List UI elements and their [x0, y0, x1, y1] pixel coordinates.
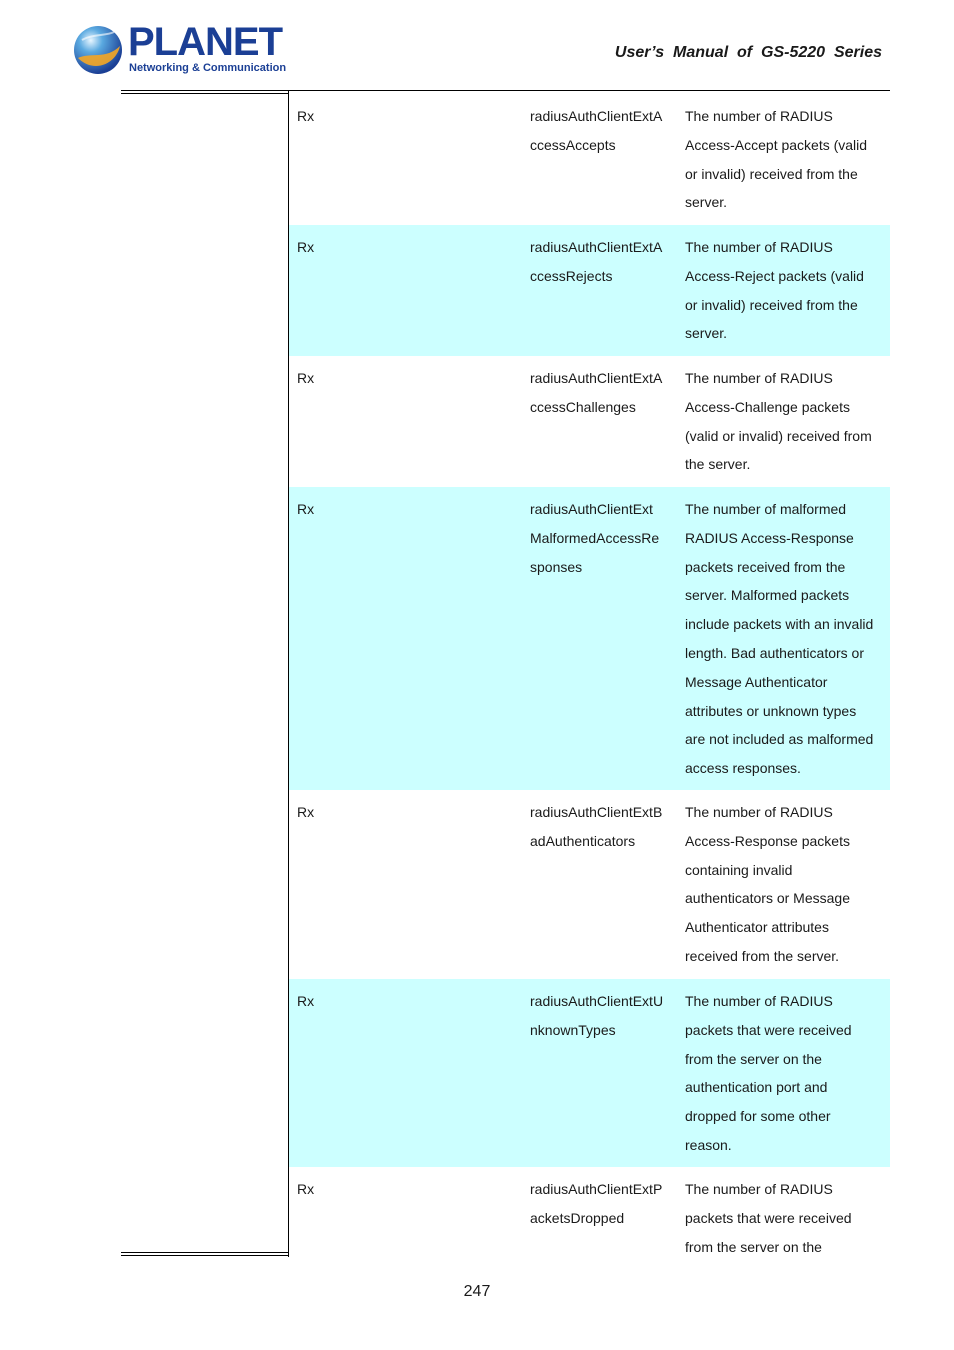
description-line: Message Authenticator: [685, 673, 828, 690]
footer-rule: [121, 1252, 289, 1253]
description-line: length. Bad authenticators or: [685, 644, 865, 661]
description-line: containing invalid: [685, 861, 793, 878]
description-line: The number of RADIUS: [685, 239, 833, 255]
table-row: [289, 1167, 890, 1257]
object-line: adAuthenticators: [530, 832, 636, 849]
page-number: 247: [463, 1283, 491, 1300]
table-row: [289, 979, 890, 1167]
object-cell: [530, 1175, 675, 1233]
object-line: radiusAuthClientExt: [530, 501, 653, 517]
globe-icon: [72, 24, 124, 76]
direction-cell: Rx: [297, 108, 315, 124]
table-row: [289, 790, 890, 979]
direction-cell: Rx: [297, 370, 315, 386]
description-line: include packets with an invalid: [685, 616, 874, 633]
description-line: Access-Response packets: [685, 832, 850, 849]
description-line: RADIUS Access-Response: [685, 529, 854, 546]
object-cell: [530, 987, 675, 1045]
description-line: packets received from the: [685, 558, 846, 575]
description-line: from the server on the: [685, 1238, 822, 1255]
counter-table: [289, 94, 890, 1257]
description-cell: [685, 233, 885, 348]
description-line: authenticators or Message: [685, 890, 850, 907]
logo-tagline: Networking & Communication: [129, 62, 287, 74]
description-line: from the server on the: [685, 1050, 822, 1067]
table-row: [289, 356, 890, 487]
direction-cell: Rx: [297, 239, 315, 255]
description-line: access responses.: [685, 760, 801, 777]
description-cell: [685, 798, 885, 971]
object-line: MalformedAccessRe: [530, 529, 660, 546]
logo-wordmark: PLANET: [128, 20, 282, 64]
object-line: ccessAccepts: [530, 136, 616, 153]
object-line: nknownTypes: [530, 1021, 616, 1038]
object-line: ccessRejects: [530, 267, 613, 284]
object-line: radiusAuthClientExtA: [530, 108, 663, 124]
object-cell: [530, 233, 675, 291]
description-line: are not included as malformed: [685, 731, 874, 748]
description-line: server.: [685, 325, 728, 342]
description-cell: [685, 987, 885, 1160]
description-line: Authenticator attributes: [685, 919, 829, 936]
description-line: Access-Reject packets (valid: [685, 267, 864, 284]
object-cell: [530, 798, 675, 856]
description-line: packets that were received: [685, 1021, 852, 1038]
description-line: The number of RADIUS: [685, 993, 833, 1009]
object-line: radiusAuthClientExtA: [530, 239, 663, 255]
direction-cell: Rx: [297, 804, 315, 820]
description-line: Access-Accept packets (valid: [685, 136, 868, 153]
description-line: reason.: [685, 1136, 732, 1153]
description-cell: [685, 495, 885, 783]
direction-cell: Rx: [297, 1181, 315, 1197]
object-line: acketsDropped: [530, 1209, 625, 1226]
description-line: (valid or invalid) received from: [685, 427, 872, 444]
header-rule-double: [121, 93, 289, 94]
object-line: sponses: [530, 558, 583, 575]
description-line: dropped for some other: [685, 1108, 831, 1125]
direction-cell: Rx: [297, 501, 315, 517]
description-line: The number of malformed: [685, 501, 847, 517]
description-cell: [685, 102, 885, 217]
description-line: attributes or unknown types: [685, 702, 857, 719]
description-line: received from the server.: [685, 947, 840, 964]
description-line: server. Malformed packets: [685, 587, 850, 604]
description-line: packets that were received: [685, 1209, 852, 1226]
description-line: or invalid) received from the: [685, 165, 858, 182]
description-line: The number of RADIUS: [685, 108, 833, 124]
planet-logo: [72, 20, 287, 78]
object-cell: [530, 102, 675, 160]
object-line: radiusAuthClientExtB: [530, 804, 663, 820]
manual-title: User’s Manual of GS-5220 Series: [614, 44, 882, 61]
footer-rule-double: [121, 1255, 289, 1256]
table-row: [289, 225, 890, 356]
description-line: authentication port and: [685, 1079, 828, 1096]
object-line: ccessChallenges: [530, 398, 636, 415]
direction-cell: Rx: [297, 993, 315, 1009]
description-line: the server.: [685, 456, 751, 473]
object-cell: [530, 495, 675, 581]
description-line: or invalid) received from the: [685, 296, 858, 313]
header-rule: [121, 90, 890, 91]
description-cell: [685, 364, 885, 479]
table-row: [289, 94, 890, 225]
description-line: The number of RADIUS: [685, 804, 833, 820]
object-line: radiusAuthClientExtP: [530, 1181, 663, 1197]
object-line: radiusAuthClientExtA: [530, 370, 663, 386]
table-row: [289, 487, 890, 790]
object-line: radiusAuthClientExtU: [530, 993, 664, 1009]
description-line: server.: [685, 194, 728, 211]
description-line: The number of RADIUS: [685, 1181, 833, 1197]
description-line: Access-Challenge packets: [685, 398, 850, 415]
object-cell: [530, 364, 675, 422]
description-cell: [685, 1175, 885, 1261]
description-line: The number of RADIUS: [685, 370, 833, 386]
